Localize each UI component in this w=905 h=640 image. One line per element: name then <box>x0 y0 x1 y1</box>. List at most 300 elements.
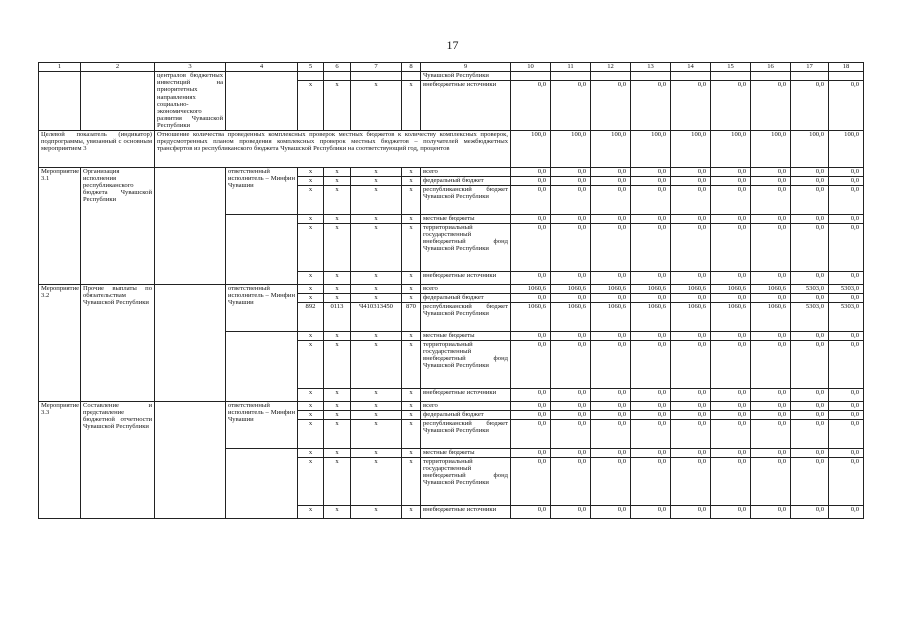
code-cell: x <box>324 284 351 293</box>
value-cell: 0,0 <box>829 271 864 284</box>
value-cell: 0,0 <box>511 271 551 284</box>
code-cell: x <box>324 401 351 410</box>
value-cell: 0,0 <box>751 271 791 284</box>
empty-cell <box>511 72 551 81</box>
empty-cell <box>671 72 711 81</box>
code-cell: x <box>298 419 324 448</box>
empty-cell <box>711 72 751 81</box>
value-cell: 0,0 <box>631 401 671 410</box>
column-header: 4 <box>226 63 298 72</box>
value-cell: 0,0 <box>671 176 711 185</box>
value-cell: 0,0 <box>711 505 751 518</box>
code-cell: x <box>324 457 351 505</box>
empty-cell <box>226 331 298 401</box>
empty-cell <box>351 72 402 81</box>
code-cell: x <box>324 223 351 271</box>
code-cell: x <box>324 388 351 401</box>
value-cell: 0,0 <box>751 419 791 448</box>
code-cell: x <box>324 185 351 214</box>
value-cell: 0,0 <box>711 448 751 457</box>
empty-cell <box>324 72 351 81</box>
code-cell: x <box>351 214 402 223</box>
empty-cell <box>155 284 226 401</box>
indicator-value: 100,0 <box>551 130 591 167</box>
value-cell: 0,0 <box>671 185 711 214</box>
code-cell: x <box>351 167 402 176</box>
code-cell: x <box>402 293 421 302</box>
value-cell: 0,0 <box>829 223 864 271</box>
value-cell: 0,0 <box>751 185 791 214</box>
value-cell: 0,0 <box>751 505 791 518</box>
code-cell: x <box>324 81 351 130</box>
value-cell: 0,0 <box>829 167 864 176</box>
code-cell: x <box>402 176 421 185</box>
code-cell: x <box>351 185 402 214</box>
code-cell: x <box>402 185 421 214</box>
code-cell: x <box>298 293 324 302</box>
code-cell: x <box>402 284 421 293</box>
source-cell: местные бюджеты <box>421 214 511 223</box>
value-cell: 0,0 <box>711 223 751 271</box>
measure-name-cont: централов бюджетных инвестиций на приоритетных направлениях социально-экономического развития Чувашской Республики <box>155 72 226 131</box>
column-header: 5 <box>298 63 324 72</box>
table-row <box>39 284 864 293</box>
value-cell: 0,0 <box>829 419 864 448</box>
value-cell: 1060,6 <box>511 284 551 293</box>
value-cell: 0,0 <box>671 401 711 410</box>
code-cell: x <box>298 81 324 130</box>
empty-cell <box>551 72 591 81</box>
value-cell: 0,0 <box>551 81 591 130</box>
code-cell: 892 <box>298 302 324 331</box>
column-header: 3 <box>155 63 226 72</box>
source-cell: всего <box>421 401 511 410</box>
value-cell: 0,0 <box>751 401 791 410</box>
value-cell: 0,0 <box>751 448 791 457</box>
empty-cell <box>155 401 226 518</box>
value-cell: 1060,6 <box>591 284 631 293</box>
page-number: 17 <box>446 38 459 52</box>
indicator-value: 100,0 <box>751 130 791 167</box>
value-cell: 0,0 <box>671 167 711 176</box>
code-cell: x <box>402 167 421 176</box>
indicator-value: 100,0 <box>631 130 671 167</box>
value-cell: 0,0 <box>591 214 631 223</box>
code-cell: x <box>298 410 324 419</box>
value-cell: 0,0 <box>631 223 671 271</box>
value-cell: 0,0 <box>711 176 751 185</box>
value-cell: 0,0 <box>711 457 751 505</box>
value-cell: 0,0 <box>751 167 791 176</box>
value-cell: 0,0 <box>511 340 551 388</box>
value-cell: 0,0 <box>711 401 751 410</box>
value-cell: 0,0 <box>631 419 671 448</box>
column-header: 10 <box>511 63 551 72</box>
value-cell: 0,0 <box>829 410 864 419</box>
value-cell: 1060,6 <box>551 284 591 293</box>
value-cell: 0,0 <box>711 419 751 448</box>
column-header: 6 <box>324 63 351 72</box>
code-cell: x <box>351 401 402 410</box>
column-header: 11 <box>551 63 591 72</box>
code-cell: x <box>351 331 402 340</box>
source-cell: всего <box>421 167 511 176</box>
value-cell: 0,0 <box>751 293 791 302</box>
value-cell: 0,0 <box>791 185 829 214</box>
value-cell: 0,0 <box>711 271 751 284</box>
column-number-row <box>39 63 864 72</box>
code-cell: x <box>324 448 351 457</box>
value-cell: 0,0 <box>631 271 671 284</box>
empty-cell <box>402 72 421 81</box>
value-cell: 0,0 <box>551 223 591 271</box>
source-cell: федеральный бюджет <box>421 176 511 185</box>
code-cell: x <box>351 340 402 388</box>
value-cell: 1060,6 <box>711 302 751 331</box>
code-cell: x <box>298 401 324 410</box>
value-cell: 0,0 <box>511 457 551 505</box>
measure-label: Мероприятие 3.2 <box>39 284 81 401</box>
source-cell: местные бюджеты <box>421 448 511 457</box>
table-row <box>39 401 864 410</box>
code-cell: x <box>402 81 421 130</box>
value-cell: 0,0 <box>511 81 551 130</box>
code-cell: x <box>298 214 324 223</box>
value-cell: 0,0 <box>829 185 864 214</box>
value-cell: 0,0 <box>551 271 591 284</box>
code-cell: x <box>298 448 324 457</box>
code-cell: x <box>324 271 351 284</box>
value-cell: 0,0 <box>791 81 829 130</box>
code-cell: x <box>324 331 351 340</box>
value-cell: 0,0 <box>751 176 791 185</box>
value-cell: 0,0 <box>511 388 551 401</box>
source-cell: республиканский бюджет Чувашской Республики <box>421 302 511 331</box>
value-cell: 0,0 <box>751 457 791 505</box>
value-cell: 0,0 <box>829 214 864 223</box>
source-cell: внебюджетные источники <box>421 505 511 518</box>
value-cell: 0,0 <box>631 457 671 505</box>
value-cell: 0,0 <box>511 331 551 340</box>
value-cell: 0,0 <box>829 293 864 302</box>
value-cell: 0,0 <box>711 214 751 223</box>
value-cell: 1060,6 <box>711 284 751 293</box>
value-cell: 0,0 <box>631 505 671 518</box>
value-cell: 0,0 <box>751 223 791 271</box>
value-cell: 0,0 <box>791 388 829 401</box>
value-cell: 0,0 <box>711 410 751 419</box>
indicator-value: 100,0 <box>671 130 711 167</box>
value-cell: 0,0 <box>671 223 711 271</box>
value-cell: 0,0 <box>631 388 671 401</box>
code-cell: x <box>298 223 324 271</box>
value-cell: 0,0 <box>829 448 864 457</box>
empty-cell <box>226 72 298 131</box>
value-cell: 0,0 <box>591 448 631 457</box>
source-cell: республиканский бюджет Чувашской Республики <box>421 419 511 448</box>
code-cell: x <box>351 448 402 457</box>
code-cell: x <box>298 271 324 284</box>
responsible-cell: ответственный исполнитель – Минфин Чувашии <box>226 284 298 331</box>
value-cell: 0,0 <box>591 293 631 302</box>
empty-cell <box>791 72 829 81</box>
value-cell: 0,0 <box>591 410 631 419</box>
code-cell: x <box>298 457 324 505</box>
source-cell: федеральный бюджет <box>421 410 511 419</box>
value-cell: 1060,6 <box>591 302 631 331</box>
value-cell: 0,0 <box>791 167 829 176</box>
value-cell: 0,0 <box>671 448 711 457</box>
value-cell: 0,0 <box>711 331 751 340</box>
column-header: 16 <box>751 63 791 72</box>
value-cell: 0,0 <box>511 419 551 448</box>
value-cell: 0,0 <box>591 176 631 185</box>
code-cell: x <box>298 505 324 518</box>
value-cell: 0,0 <box>511 167 551 176</box>
code-cell: x <box>351 293 402 302</box>
value-cell: 0,0 <box>791 401 829 410</box>
indicator-value: 100,0 <box>791 130 829 167</box>
column-header: 7 <box>351 63 402 72</box>
value-cell: 1060,6 <box>631 302 671 331</box>
value-cell: 5303,0 <box>829 284 864 293</box>
code-cell: x <box>402 223 421 271</box>
value-cell: 0,0 <box>591 419 631 448</box>
value-cell: 0,0 <box>511 185 551 214</box>
column-header: 12 <box>591 63 631 72</box>
code-cell: x <box>324 505 351 518</box>
value-cell: 0,0 <box>631 176 671 185</box>
value-cell: 0,0 <box>631 167 671 176</box>
value-cell: 0,0 <box>631 293 671 302</box>
code-cell: 0113 <box>324 302 351 331</box>
value-cell: 0,0 <box>751 214 791 223</box>
column-header: 8 <box>402 63 421 72</box>
indicator-value: 100,0 <box>829 130 864 167</box>
code-cell: x <box>351 457 402 505</box>
code-cell: x <box>298 284 324 293</box>
value-cell: 0,0 <box>671 419 711 448</box>
value-cell: 0,0 <box>829 401 864 410</box>
value-cell: 0,0 <box>631 410 671 419</box>
column-header: 17 <box>791 63 829 72</box>
code-cell: x <box>351 223 402 271</box>
value-cell: 0,0 <box>671 81 711 130</box>
value-cell: 0,0 <box>751 81 791 130</box>
indicator-value: 100,0 <box>511 130 551 167</box>
source-cell: территориальный государственный внебюджетный фонд Чувашской Республики <box>421 340 511 388</box>
code-cell: x <box>402 331 421 340</box>
value-cell: 0,0 <box>551 185 591 214</box>
value-cell: 1060,6 <box>671 284 711 293</box>
budget-table <box>38 62 864 519</box>
empty-cell <box>298 72 324 81</box>
indicator-row <box>39 130 864 167</box>
value-cell: 0,0 <box>711 340 751 388</box>
column-header: 14 <box>671 63 711 72</box>
code-cell: x <box>298 388 324 401</box>
empty-cell <box>81 72 155 131</box>
code-cell: x <box>324 410 351 419</box>
value-cell: 0,0 <box>591 81 631 130</box>
value-cell: 0,0 <box>511 505 551 518</box>
value-cell: 0,0 <box>671 271 711 284</box>
code-cell: x <box>324 167 351 176</box>
value-cell: 0,0 <box>591 505 631 518</box>
value-cell: 0,0 <box>791 410 829 419</box>
code-cell: x <box>402 505 421 518</box>
value-cell: 0,0 <box>511 176 551 185</box>
value-cell: 0,0 <box>671 293 711 302</box>
source-cell: федеральный бюджет <box>421 293 511 302</box>
value-cell: 0,0 <box>551 340 591 388</box>
value-cell: 0,0 <box>829 457 864 505</box>
value-cell: 0,0 <box>711 388 751 401</box>
value-cell: 0,0 <box>511 401 551 410</box>
code-cell: x <box>324 176 351 185</box>
value-cell: 5303,0 <box>791 284 829 293</box>
value-cell: 0,0 <box>511 223 551 271</box>
measure-name: Составление и представление бюджетной отчетности Чувашской Республики <box>81 401 155 518</box>
column-header: 1 <box>39 63 81 72</box>
value-cell: 0,0 <box>591 340 631 388</box>
measure-label: Мероприятие 3.1 <box>39 167 81 284</box>
indicator-value: 100,0 <box>591 130 631 167</box>
code-cell: x <box>324 419 351 448</box>
code-cell: x <box>402 457 421 505</box>
table-row <box>39 72 864 81</box>
value-cell: 0,0 <box>829 388 864 401</box>
value-cell: 0,0 <box>791 331 829 340</box>
value-cell: 0,0 <box>711 293 751 302</box>
empty-cell <box>751 72 791 81</box>
value-cell: 0,0 <box>711 167 751 176</box>
value-cell: 0,0 <box>591 388 631 401</box>
value-cell: 0,0 <box>791 293 829 302</box>
code-cell: x <box>298 176 324 185</box>
value-cell: 1060,6 <box>751 302 791 331</box>
code-cell: x <box>402 388 421 401</box>
value-cell: 0,0 <box>591 271 631 284</box>
indicator-value: 100,0 <box>711 130 751 167</box>
column-header: 18 <box>829 63 864 72</box>
value-cell: 0,0 <box>791 340 829 388</box>
indicator-text: Отношение количества проведенных комплексных проверок местных бюджетов к количеству комплексных проверок, предусмотренных планом проведения комплексных проверок местных бюджетов – получателей межбюджетных трансфертов из республиканского бюджета Чувашской Республики на соответствующий год, процентов <box>155 130 511 167</box>
value-cell: 0,0 <box>631 185 671 214</box>
value-cell: 0,0 <box>551 293 591 302</box>
code-cell: x <box>351 271 402 284</box>
value-cell: 0,0 <box>591 167 631 176</box>
value-cell: 0,0 <box>671 331 711 340</box>
source-cell: республиканский бюджет Чувашской Республики <box>421 185 511 214</box>
measure-name: Прочие выплаты по обязательствам Чувашской Республики <box>81 284 155 401</box>
value-cell: 0,0 <box>551 505 591 518</box>
value-cell: 5303,0 <box>791 302 829 331</box>
table-row <box>39 167 864 176</box>
value-cell: 0,0 <box>591 331 631 340</box>
value-cell: 0,0 <box>791 271 829 284</box>
responsible-cell: ответственный исполнитель – Минфин Чувашии <box>226 167 298 214</box>
code-cell: x <box>351 176 402 185</box>
value-cell: 1060,6 <box>631 284 671 293</box>
code-cell: x <box>351 419 402 448</box>
source-cell: внебюджетные источники <box>421 388 511 401</box>
value-cell: 1060,6 <box>551 302 591 331</box>
value-cell: 0,0 <box>551 214 591 223</box>
value-cell: 0,0 <box>711 185 751 214</box>
value-cell: 0,0 <box>829 331 864 340</box>
value-cell: 0,0 <box>511 448 551 457</box>
code-cell: x <box>402 448 421 457</box>
value-cell: 0,0 <box>791 457 829 505</box>
column-header: 9 <box>421 63 511 72</box>
empty-cell <box>39 72 81 131</box>
empty-cell <box>226 214 298 284</box>
empty-cell <box>631 72 671 81</box>
value-cell: 0,0 <box>631 340 671 388</box>
value-cell: 0,0 <box>511 214 551 223</box>
value-cell: 0,0 <box>791 176 829 185</box>
value-cell: 0,0 <box>551 448 591 457</box>
value-cell: 0,0 <box>791 448 829 457</box>
value-cell: 0,0 <box>751 331 791 340</box>
code-cell: 870 <box>402 302 421 331</box>
code-cell: x <box>402 401 421 410</box>
value-cell: 0,0 <box>551 176 591 185</box>
code-cell: x <box>351 410 402 419</box>
value-cell: 0,0 <box>631 331 671 340</box>
value-cell: 0,0 <box>671 457 711 505</box>
code-cell: x <box>298 331 324 340</box>
code-cell: x <box>351 81 402 130</box>
code-cell: x <box>298 167 324 176</box>
measure-label: Мероприятие 3.3 <box>39 401 81 518</box>
value-cell: 0,0 <box>591 223 631 271</box>
value-cell: 0,0 <box>551 401 591 410</box>
code-cell: x <box>298 340 324 388</box>
empty-cell <box>829 72 864 81</box>
code-cell: x <box>402 410 421 419</box>
value-cell: 0,0 <box>591 457 631 505</box>
source-cell: территориальный государственный внебюджетный фонд Чувашской Республики <box>421 457 511 505</box>
code-cell: x <box>351 505 402 518</box>
code-cell: x <box>324 340 351 388</box>
value-cell: 0,0 <box>829 176 864 185</box>
value-cell: 0,0 <box>511 293 551 302</box>
column-header: 2 <box>81 63 155 72</box>
value-cell: 0,0 <box>671 340 711 388</box>
source-cell: территориальный государственный внебюджетный фонд Чувашской Республики <box>421 223 511 271</box>
column-header: 15 <box>711 63 751 72</box>
value-cell: 0,0 <box>631 81 671 130</box>
value-cell: 0,0 <box>671 388 711 401</box>
value-cell: 1060,6 <box>511 302 551 331</box>
code-cell: x <box>402 214 421 223</box>
source-cell: внебюджетные источники <box>421 81 511 130</box>
measure-name: Организация исполнения республиканского бюджета Чувашской Республики <box>81 167 155 284</box>
value-cell: 0,0 <box>829 81 864 130</box>
code-cell: x <box>324 293 351 302</box>
code-cell: x <box>351 284 402 293</box>
value-cell: 0,0 <box>711 81 751 130</box>
value-cell: 0,0 <box>511 410 551 419</box>
code-cell: x <box>324 214 351 223</box>
responsible-cell: ответственный исполнитель – Минфин Чувашии <box>226 401 298 448</box>
value-cell: 0,0 <box>829 340 864 388</box>
value-cell: 0,0 <box>671 410 711 419</box>
indicator-label: Целевой показатель (индикатор) подпрограммы, увязанный с основным мероприятием 3 <box>39 130 155 167</box>
code-cell: x <box>298 185 324 214</box>
